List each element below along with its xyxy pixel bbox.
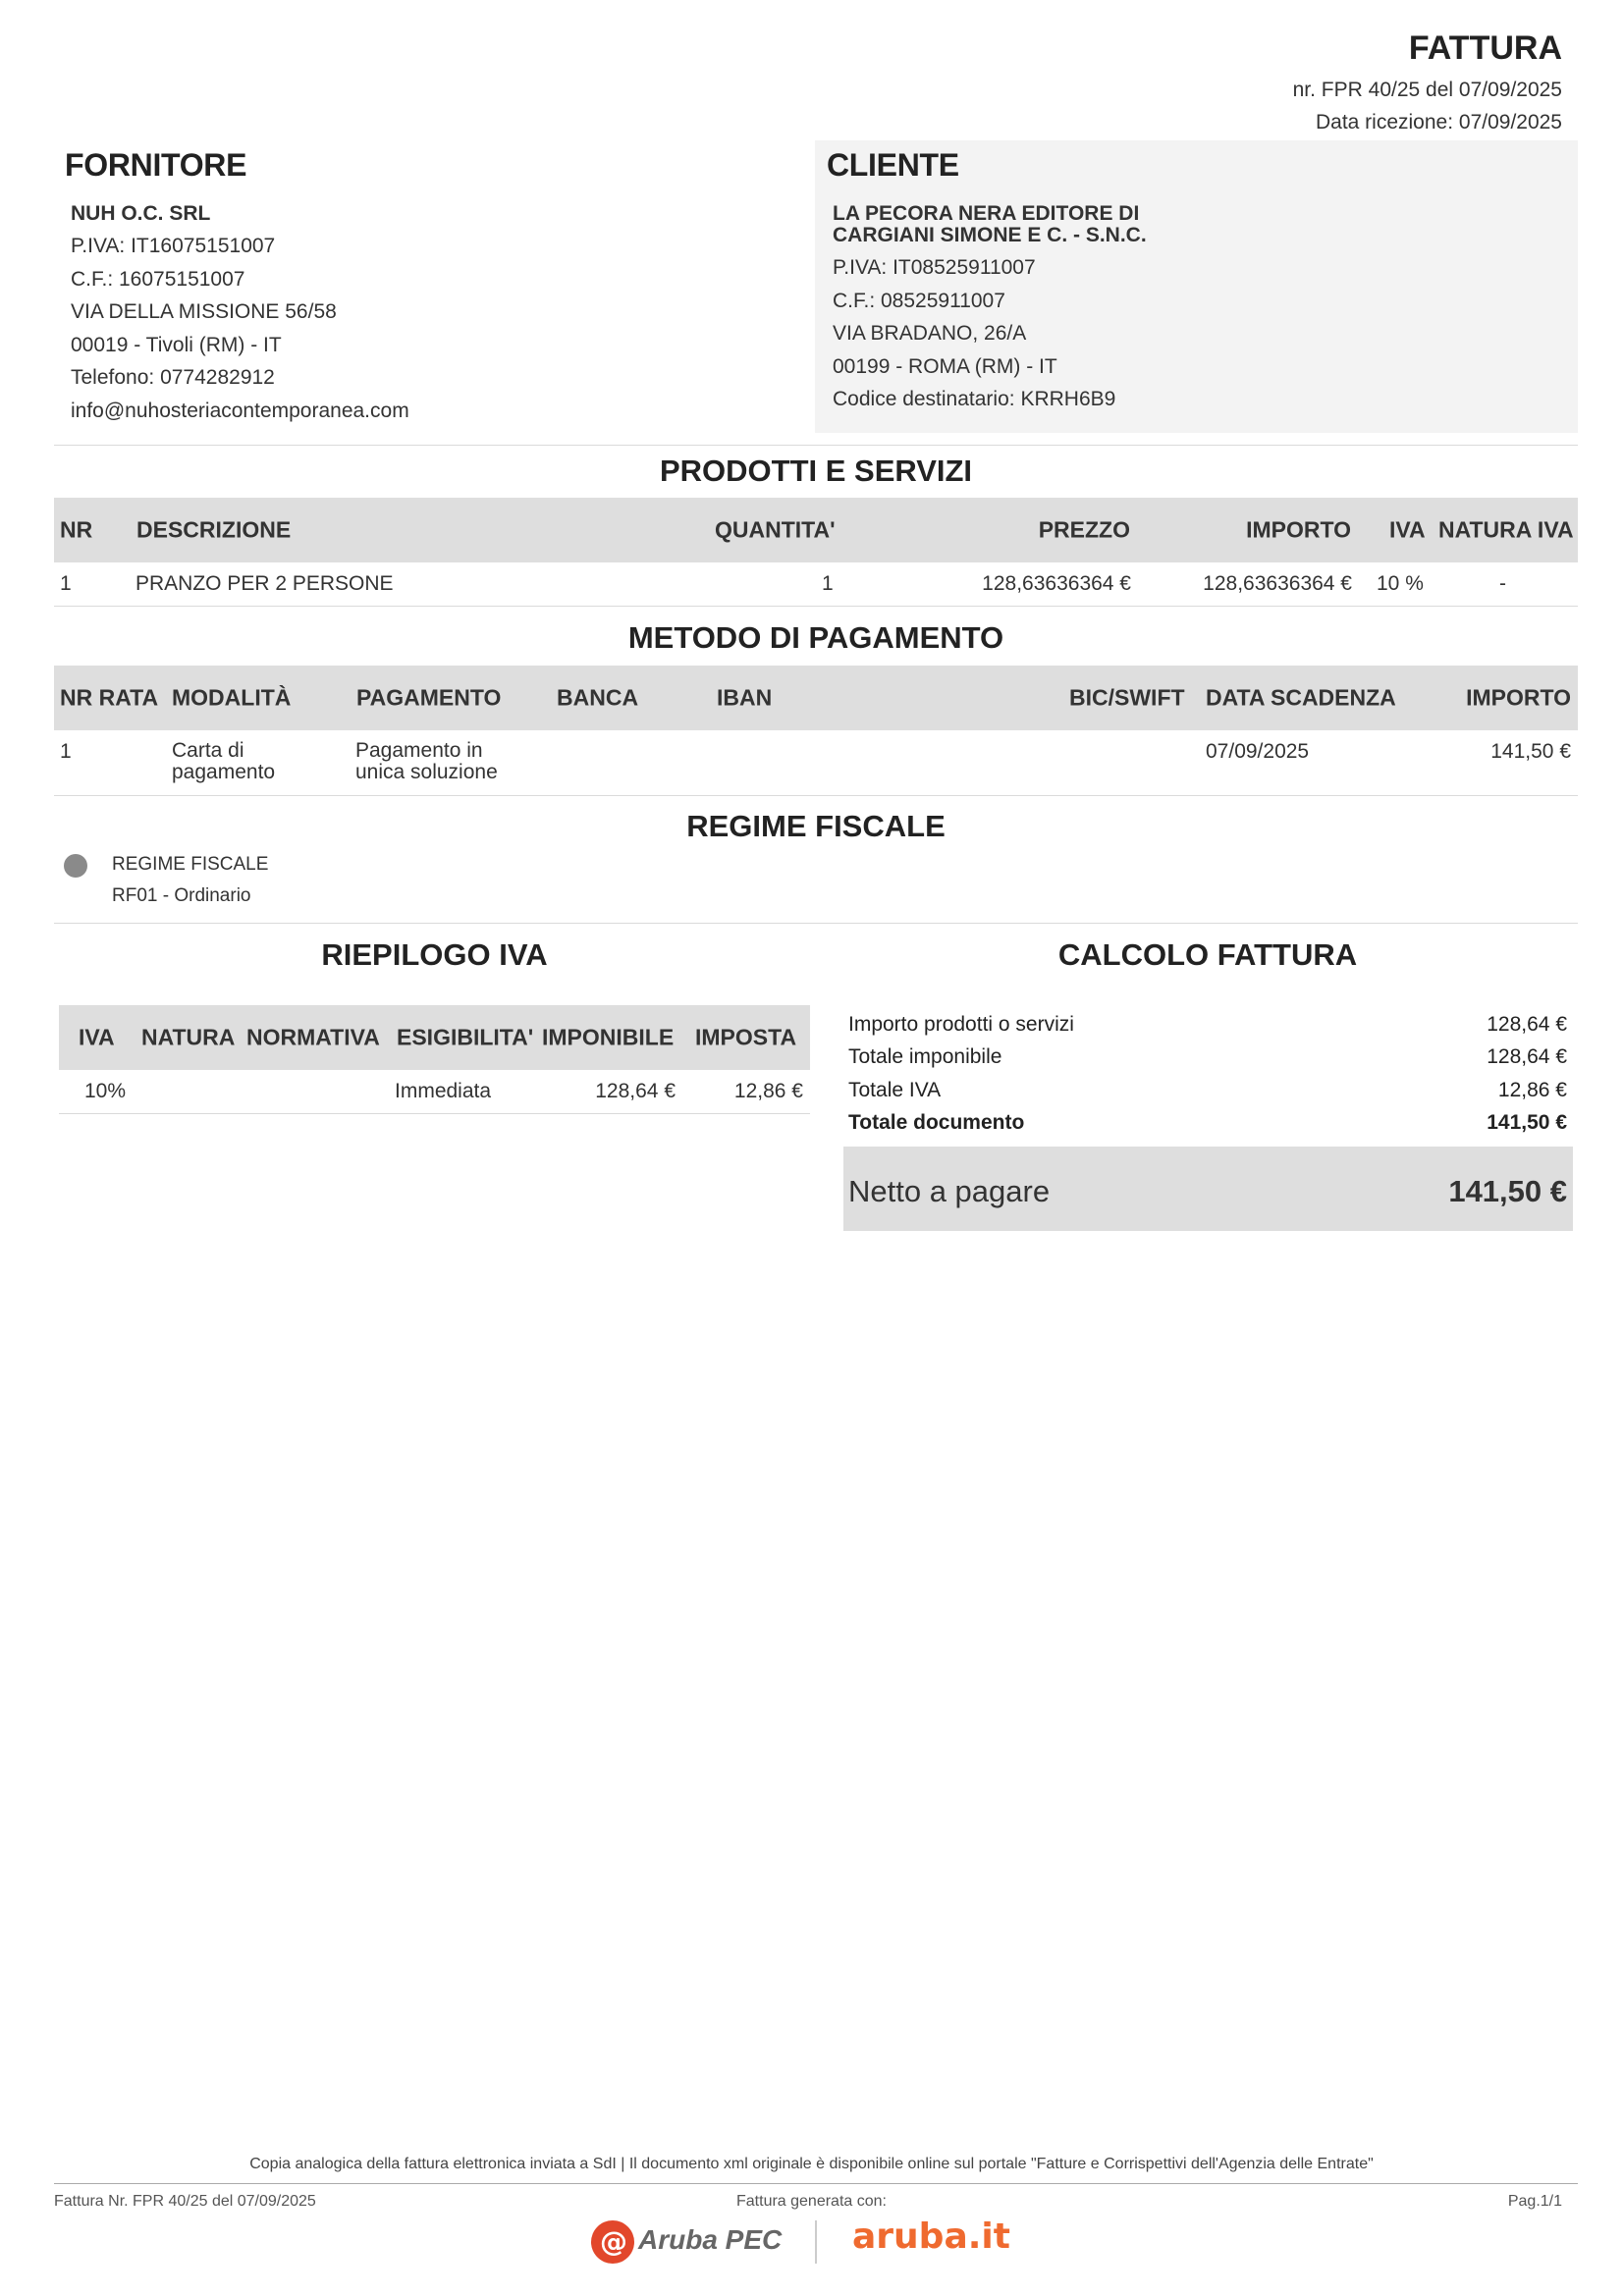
- customer-cf: C.F.: 08525911007: [833, 289, 1005, 312]
- row-quantity: 1: [822, 572, 834, 595]
- supplier-details: [71, 230, 409, 427]
- supplier-email: info@nuhosteriacontemporanea.com: [71, 399, 409, 422]
- products-title: PRODOTTI E SERVIZI: [659, 454, 973, 488]
- table-row: [54, 730, 1578, 795]
- pay-type-line1: Pagamento in: [355, 739, 483, 762]
- vat-summary-title: RIEPILOGO IVA: [321, 937, 548, 972]
- col-vat: IVA: [1389, 516, 1426, 543]
- net-label: Netto a pagare: [848, 1174, 1051, 1208]
- pay-nr: 1: [60, 740, 72, 763]
- col-description: DESCRIZIONE: [136, 516, 292, 543]
- col-imposta: IMPOSTA: [695, 1024, 797, 1050]
- vat-table-header: [59, 1005, 810, 1070]
- col-esigibilita: ESIGIBILITA': [397, 1024, 534, 1050]
- customer-vat: P.IVA: IT08525911007: [833, 256, 1036, 279]
- customer-heading: CLIENTE: [827, 147, 959, 183]
- supplier-city: 00019 - Tivoli (RM) - IT: [71, 333, 282, 356]
- calc-value: 128,64 €: [1487, 1013, 1567, 1036]
- payment-title: METODO DI PAGAMENTO: [627, 620, 1004, 655]
- calc-label: Totale imponibile: [848, 1045, 1002, 1068]
- calc-value: 12,86 €: [1497, 1079, 1567, 1101]
- calc-row-vat: [848, 1079, 1567, 1108]
- pay-mode-line1: Carta di: [172, 739, 244, 762]
- logo-separator: [815, 2220, 817, 2264]
- pay-amount: 141,50 €: [1490, 740, 1571, 763]
- vat-rate: 10%: [84, 1080, 127, 1102]
- calc-value: 141,50 €: [1487, 1111, 1567, 1134]
- calc-row-products: [848, 1013, 1567, 1042]
- net-value: 141,50 €: [1448, 1174, 1567, 1208]
- row-amount: 128,63636364 €: [1203, 572, 1352, 595]
- vat-imponibile: 128,64 €: [595, 1080, 676, 1102]
- supplier-heading: FORNITORE: [65, 147, 247, 183]
- net-to-pay-box: [843, 1147, 1573, 1231]
- aruba-pec-logo: Aruba PEC: [638, 2224, 783, 2255]
- row-price: 128,63636364 €: [982, 572, 1131, 595]
- calc-row-total: [848, 1111, 1567, 1141]
- customer-address: VIA BRADANO, 26/A: [833, 322, 1027, 345]
- pay-type: [355, 740, 498, 783]
- divider: [54, 606, 1578, 607]
- pay-type-line2: unica soluzione: [355, 761, 498, 783]
- customer-name-line2: CARGIANI SIMONE E C. - S.N.C.: [833, 224, 1147, 246]
- customer-details: [833, 251, 1115, 416]
- divider: [54, 445, 1578, 446]
- pay-mode-line2: pagamento: [172, 761, 276, 783]
- calc-label: Totale documento: [848, 1111, 1025, 1134]
- customer-city: 00199 - ROMA (RM) - IT: [833, 354, 1057, 378]
- supplier-block: [65, 147, 246, 184]
- table-row: [54, 562, 1578, 606]
- pay-mode: [172, 740, 275, 783]
- col-payment: PAGAMENTO: [356, 684, 502, 711]
- bullet-icon: [64, 854, 87, 878]
- divider: [54, 2183, 1578, 2184]
- received-date: Data ricezione: 07/09/2025: [1315, 111, 1562, 133]
- row-vat-nature: -: [1499, 572, 1506, 595]
- footer-generated: Fattura generata con:: [736, 2193, 887, 2210]
- customer-recipient-code: Codice destinatario: KRRH6B9: [833, 388, 1116, 410]
- divider: [54, 795, 1578, 796]
- col-due-date: DATA SCADENZA: [1206, 684, 1396, 711]
- calc-row-taxable: [848, 1045, 1567, 1075]
- col-natura: NATURA: [141, 1024, 236, 1050]
- document-title: FATTURA: [1408, 29, 1562, 67]
- regime-value: RF01 - Ordinario: [112, 885, 251, 906]
- calc-title: CALCOLO FATTURA: [1057, 937, 1358, 972]
- col-price: PREZZO: [1038, 516, 1130, 543]
- vat-esigibilita: Immediata: [395, 1080, 492, 1102]
- row-vat: 10 %: [1377, 572, 1424, 595]
- footer-invoice-ref: Fattura Nr. FPR 40/25 del 07/09/2025: [54, 2193, 316, 2210]
- vat-imposta: 12,86 €: [733, 1080, 803, 1102]
- supplier-phone: Telefono: 0774282912: [71, 366, 275, 389]
- invoice-number: nr. FPR 40/25 del 07/09/2025: [1292, 79, 1562, 101]
- customer-name-line1: LA PECORA NERA EDITORE DI: [833, 202, 1140, 225]
- col-nr: NR: [60, 516, 93, 543]
- footer-page: Pag.1/1: [1507, 2193, 1562, 2210]
- col-quantity: QUANTITA': [715, 516, 836, 543]
- aruba-pec-logo-icon: @: [591, 2220, 634, 2264]
- col-vat-nature: NATURA IVA: [1438, 516, 1574, 543]
- divider: [54, 923, 1578, 924]
- col-payment-amount: IMPORTO: [1466, 684, 1571, 711]
- row-description: PRANZO PER 2 PERSONE: [135, 572, 394, 595]
- aruba-it-logo: aruba.it: [852, 2216, 1010, 2257]
- col-iva: IVA: [79, 1024, 115, 1050]
- col-installment: NR RATA: [60, 684, 159, 711]
- calc-label: Totale IVA: [848, 1079, 942, 1101]
- supplier-name: NUH O.C. SRL: [71, 202, 211, 225]
- footer-note: Copia analogica della fattura elettronica inviata a SdI | Il documento xml originale è disponibile online sul portale "Fatture e Corrispettivi dell'Agenzia delle Entrate": [249, 2156, 1374, 2172]
- calc-label: Importo prodotti o servizi: [848, 1013, 1074, 1036]
- row-nr: 1: [60, 572, 72, 595]
- supplier-address: VIA DELLA MISSIONE 56/58: [71, 300, 337, 323]
- col-bank: BANCA: [557, 684, 639, 711]
- col-bic: BIC/SWIFT: [1069, 684, 1185, 711]
- payment-table-header: [54, 666, 1578, 730]
- col-normativa: NORMATIVA: [246, 1024, 380, 1050]
- supplier-vat: P.IVA: IT16075151007: [71, 235, 276, 257]
- regime-title: REGIME FISCALE: [686, 809, 946, 843]
- col-imponibile: IMPONIBILE: [542, 1024, 675, 1050]
- col-amount: IMPORTO: [1246, 516, 1351, 543]
- table-row: [59, 1070, 810, 1114]
- products-table-header: [54, 498, 1578, 562]
- pay-due-date: 07/09/2025: [1206, 740, 1310, 763]
- regime-label: REGIME FISCALE: [112, 854, 269, 875]
- supplier-cf: C.F.: 16075151007: [71, 267, 245, 291]
- col-iban: IBAN: [717, 684, 773, 711]
- calc-value: 128,64 €: [1487, 1045, 1567, 1068]
- col-mode: MODALITÀ: [172, 684, 292, 711]
